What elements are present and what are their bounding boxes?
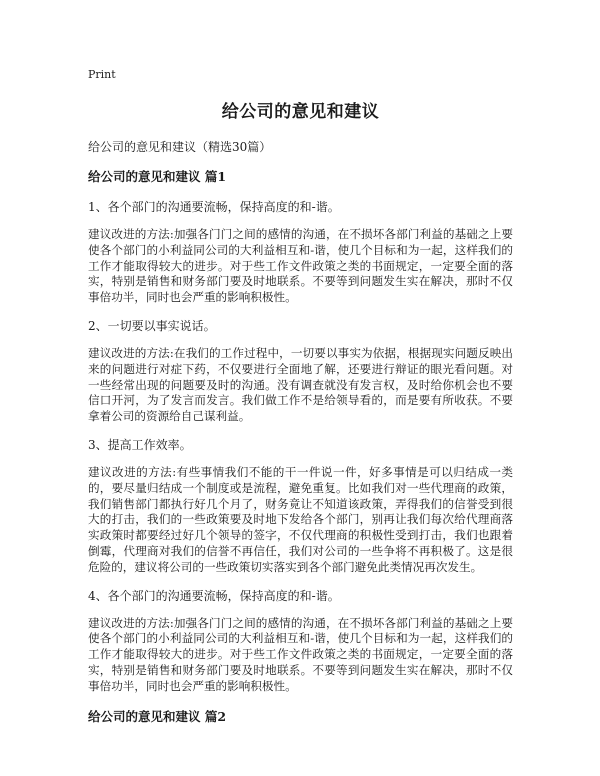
paragraph-1: 建议改进的方法:加强各门门之间的感情的沟通，在不损坏各部门利益的基础之上要使各个部门的小利益同公司的大利益相互和-谐，使几个目标和为一起，这样我们的工作才能取得较大的进步。对于些工作文件政策之类的书面规定，一定要全面的落实，特别是销售和财务部门要及时地联系。不要等到问题发生实在解决，那时不仅事倍功半，同时也会严重的影响积极性。 [88, 227, 513, 305]
section-heading-2: 给公司的意见和建议 篇2 [88, 708, 227, 724]
document-page [88, 68, 513, 739]
paragraph-3: 建议改进的方法:有些事情我们不能的干一件说一件，好多事情是可以归结成一类的，要尽量归结成一个制度或是流程，避免重复。比如我们对一些代理商的政策，我们销售部门都执行好几个月了，财务竟让不知道该政策，弄得我们的信誉受到很大的打击，我们的一些政策要及时地下发给各个部门，别再让我们每次给代理商落实政策时都要经过好几个领导的签字，不仅代理商的积极性受到打击，我们也跟着倒霉，代理商对我们的信誉不再信任，我们对公司的一些争将不再积极了。这是很危险的，建议将公司的一些政策切实落实到各个部门避免此类情况再次发生。 [88, 464, 513, 574]
point-heading-3: 3、提高工作效率。 [88, 437, 192, 452]
paragraph-4: 建议改进的方法:加强各门门之间的感情的沟通，在不损坏各部门利益的基础之上要使各个部门的小利益同公司的大利益相互和-谐，使几个目标和为一起，这样我们的工作才能取得较大的进步。对于些工作文件政策之类的书面规定，一定要全面的落实，特别是销售和财务部门要及时地联系。不要等到问题发生实在解决，那时不仅事倍功半，同时也会严重的影响积极性。 [88, 615, 513, 693]
print-label: Print [88, 68, 116, 81]
point-heading-1: 1、各个部门的沟通要流畅，保持高度的和-谐。 [88, 200, 340, 214]
page-title: 给公司的意见和建议 [221, 102, 380, 122]
section-heading-1: 给公司的意见和建议 篇1 [88, 169, 227, 184]
paragraph-2: 建议改进的方法:在我们的工作过程中，一切要以事实为依据，根据现实问题反映出来的问题进行对症下药，不仅要进行全面地了解，还要进行辩证的眼光看问题。对一些经常出现的问题要及时的沟通。没有调查就没有发言权，及时给你机会也不要信口开河，为了发言而发言。我们做工作不是给领导看的，而是要有所收获。不要拿着公司的资源给自己谋利益。 [88, 345, 513, 424]
point-heading-2: 2、一切要以事实说话。 [88, 318, 216, 333]
page-subtitle: 给公司的意见和建议（精选30篇） [88, 140, 272, 154]
point-heading-4: 4、各个部门的沟通要流畅，保持高度的和-谐。 [88, 588, 340, 603]
